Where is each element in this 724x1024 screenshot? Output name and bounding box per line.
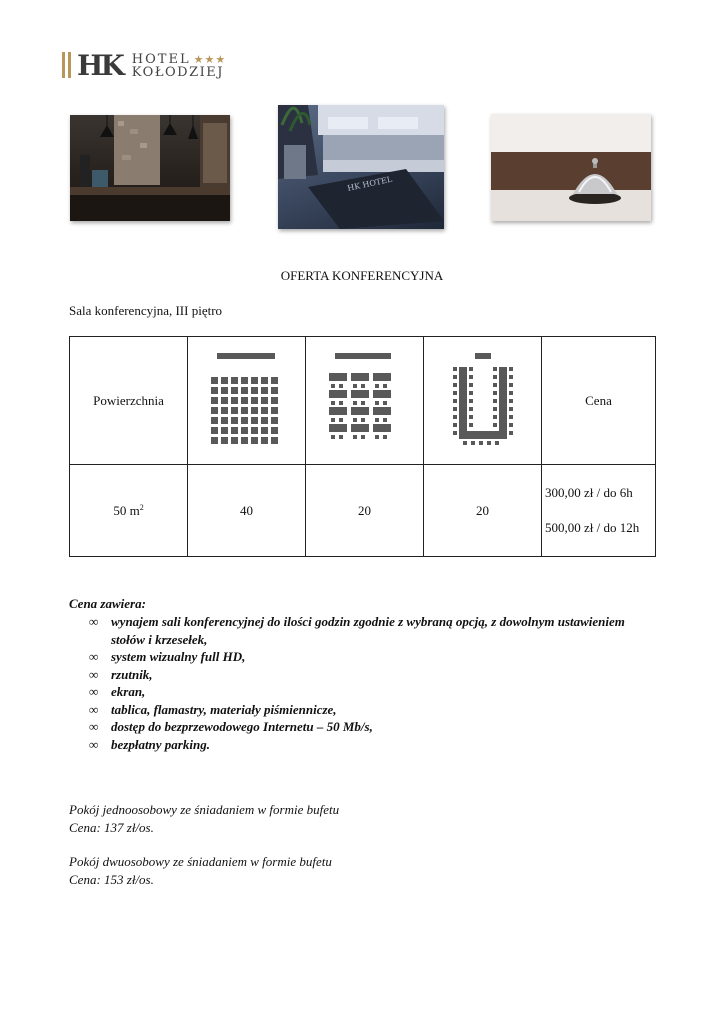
logo-stars-icon: ★★★ [193,53,227,66]
infinity-bullet-icon: ∞ [89,614,99,629]
list-item: ∞ tablica, flamastry, materiały piśmiennicze, [89,701,337,717]
theater-layout-cell [306,337,424,465]
list-item: ∞ rzutnik, [89,666,153,682]
bedroom-folder-photo [278,105,444,229]
list-item: ∞ dostęp do bezprzewodowego Internetu – 50 Mb/s, [89,719,373,734]
list-item: ∞ wynajem sali konferencyjnej do ilości godzin zgodnie z wybraną opcją, z dowolnym ustawieniem stołów i krzesełek, [89,614,625,647]
price-includes-section [69,595,659,753]
price-cell [542,465,656,557]
area-header: Powierzchnia [70,337,188,465]
logo-hotel-name: KOŁODZIEJ [131,65,224,80]
bedroom-illustration [278,105,444,229]
hotel-logo [62,50,226,80]
double-room-label: Pokój dwuosobowy ze śniadaniem w formie bufetu [69,854,332,869]
area-value-cell [70,465,188,557]
conference-offer-table [69,336,656,557]
capacity-u-shape: 20 [424,465,542,557]
reception-bell-photo [491,114,651,221]
price-header: Cena [542,337,656,465]
reception-bell-illustration [491,114,651,221]
table-header-row [70,337,656,465]
capacity-classroom: 40 [188,465,306,557]
infinity-bullet-icon: ∞ [89,719,99,734]
infinity-bullet-icon: ∞ [89,701,99,717]
classroom-layout-icon [211,353,283,445]
capacity-theater: 20 [306,465,424,557]
list-item: ∞ ekran, [89,684,146,699]
infinity-bullet-icon: ∞ [89,684,99,699]
single-room-price: Cena: 137 zł/os. [69,820,154,835]
theater-layout-icon [329,353,401,445]
single-room-offer [69,801,339,837]
table-values-row [70,465,656,557]
logo-monogram: HK [77,48,122,82]
room-subtitle: Sala konferencyjna, III piętro [69,303,223,318]
infinity-bullet-icon: ∞ [89,666,99,682]
area-value: 50 m [113,502,140,518]
area-unit-superscript: 2 [139,502,144,512]
u-shape-layout-cell [424,337,542,465]
price-12h: 500,00 zł / do 12h [545,520,640,535]
list-item: ∞ bezpłatny parking. [89,736,210,752]
page-title: OFERTA KONFERENCYJNA [280,268,444,283]
price-6h: 300,00 zł / do 6h [545,485,633,500]
includes-list [69,613,659,753]
double-room-offer [69,853,332,889]
infinity-bullet-icon: ∞ [89,736,99,752]
double-room-price: Cena: 153 zł/os. [69,872,154,887]
logo-bars-icon [62,52,71,78]
classroom-layout-cell [188,337,306,465]
list-item: ∞ system wizualny full HD, [89,649,246,664]
includes-heading: Cena zawiera: [69,596,146,611]
svg-text:HK HOTEL: HK HOTEL [346,174,393,193]
logo-hotel-word: HOTEL [131,52,191,67]
infinity-bullet-icon: ∞ [89,649,99,664]
u-shape-layout-icon [453,353,513,445]
bar-interior-illustration [70,115,230,221]
bar-interior-photo [70,115,230,221]
single-room-label: Pokój jednoosobowy ze śniadaniem w formie bufetu [69,802,340,817]
